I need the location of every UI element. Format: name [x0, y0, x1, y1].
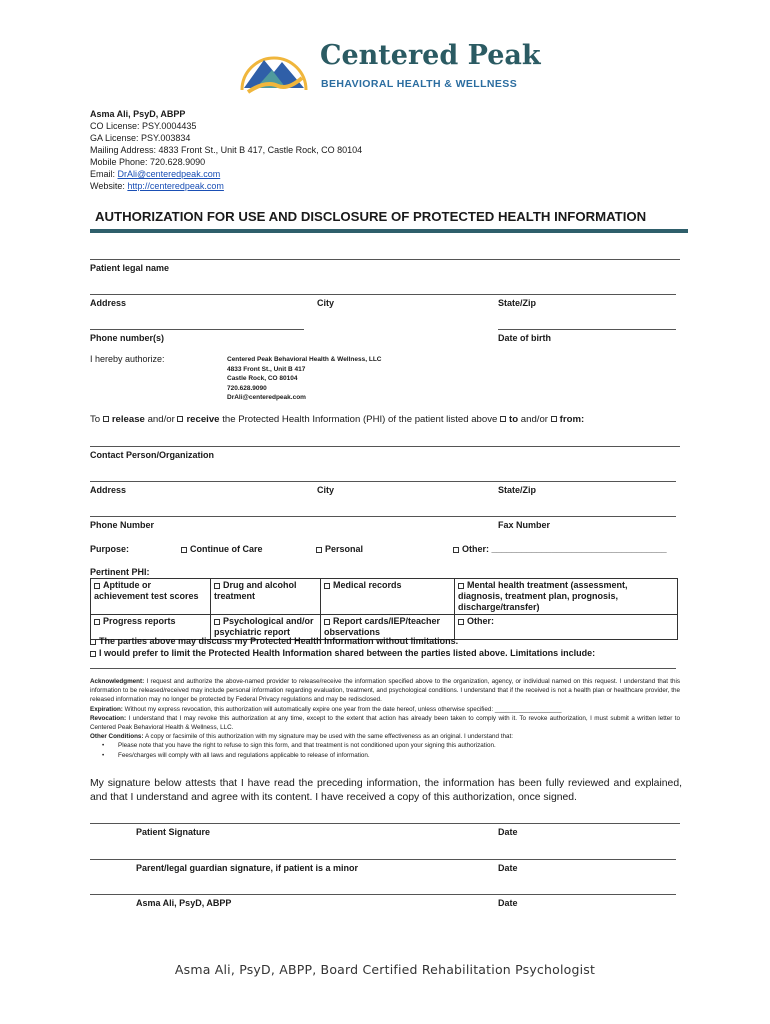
- share-limit-label: I would prefer to limit the Protected Health Information shared between the parties listed above. Limitations include:: [99, 648, 596, 658]
- email-link[interactable]: DrAli@centeredpeak.com: [117, 169, 221, 179]
- share-all-option[interactable]: [90, 636, 458, 646]
- phi-cell[interactable]: [211, 579, 321, 615]
- expiration-paragraph: [90, 705, 680, 714]
- personal-label: Personal: [325, 544, 364, 554]
- checkbox[interactable]: [458, 583, 464, 589]
- table-row: [91, 579, 678, 615]
- revocation-paragraph: [90, 714, 680, 732]
- date-label-2: Date: [498, 863, 518, 873]
- website-row: [90, 180, 362, 192]
- org-street: 4833 Front St., Unit B 417: [227, 365, 306, 373]
- checkbox[interactable]: [94, 619, 100, 625]
- personal-checkbox[interactable]: [316, 547, 322, 553]
- other-purpose-label: Other: ___________________________________: [462, 544, 667, 554]
- website-label: Website:: [90, 181, 128, 191]
- exp-text: Without my express revocation, this authorization will automatically expire one year from the date hereof, unless otherwise specified: ___________________: [124, 705, 562, 713]
- purpose-personal[interactable]: [316, 544, 363, 554]
- bullet-text: Fees/charges will comply with all laws and regulations applicable to release of information.: [118, 751, 370, 759]
- phi-option-label: Mental health treatment (assessment, diagnosis, treatment plan, prognosis, discharge/transfer): [458, 580, 628, 612]
- checkbox[interactable]: [214, 619, 220, 625]
- phi-option-label: Progress reports: [103, 616, 176, 626]
- bullet-item: [90, 751, 680, 760]
- checkbox[interactable]: [458, 619, 464, 625]
- provider-info: [90, 108, 362, 192]
- phi-cell[interactable]: [455, 579, 678, 615]
- rev-label: Revocation:: [90, 714, 127, 722]
- share-all-label: The parties above may discuss my Protected Health Information without limitations.: [99, 636, 459, 646]
- phi-table: [90, 578, 678, 640]
- bullet-icon: •: [102, 751, 105, 759]
- release-checkbox[interactable]: [103, 416, 109, 422]
- contact-address-label: Address: [90, 485, 127, 495]
- email-label: Email:: [90, 169, 118, 179]
- contact-city-label: City: [317, 485, 335, 495]
- ack-label: Acknowledgment:: [90, 678, 145, 685]
- purpose-label: Purpose:: [90, 544, 130, 554]
- to-text: To: [90, 414, 101, 425]
- bullet-text: Please note that you have the right to refuse to sign this form, and that treatment is not conditioned upon your signing this authorization.: [118, 742, 496, 750]
- bullet-icon: •: [102, 742, 105, 750]
- provider-name: Asma Ali, PsyD, ABPP: [90, 109, 186, 119]
- andor-text-2: and/or: [520, 414, 548, 425]
- co-license: CO License: PSY.0004435: [90, 121, 197, 131]
- state-zip-label: State/Zip: [498, 298, 537, 308]
- purpose-other[interactable]: [453, 544, 667, 554]
- date-of-birth-label: Date of birth: [498, 333, 551, 343]
- authorized-org: [227, 355, 382, 403]
- exp-label: Expiration:: [90, 705, 123, 713]
- other-conditions-paragraph: [90, 732, 680, 741]
- logo-tagline: BEHAVIORAL HEALTH & WELLNESS: [321, 78, 518, 90]
- receive-checkbox[interactable]: [177, 416, 183, 422]
- logo: [236, 40, 546, 98]
- email-row: [90, 168, 362, 180]
- phi-cell[interactable]: [91, 579, 211, 615]
- attestation-text: My signature below attests that I have read the preceding information, the information has been fully reviewed and explained, and that I understand and agree with its content. I have received a copy of this authorization, once signed.: [90, 778, 682, 803]
- provider-signature-label: Asma Ali, PsyD, ABPP: [136, 898, 232, 908]
- rev-text: I understand that I may revoke this authorization at any time, except to the extent that action has already been taken to comply with it. To revoke authorization, I must submit a written letter to Centered Peak Behavioral Health & Wellness, LLC.: [90, 714, 681, 732]
- address-label: Address: [90, 298, 127, 308]
- phi-cell[interactable]: [321, 579, 455, 615]
- release-label: release: [111, 414, 145, 425]
- from-checkbox[interactable]: [551, 416, 557, 422]
- checkbox[interactable]: [214, 583, 220, 589]
- website-link[interactable]: http://centeredpeak.com: [127, 181, 224, 191]
- fax-number-label: Fax Number: [498, 520, 551, 530]
- date-label-1: Date: [498, 827, 518, 837]
- ack-text: I request and authorize the above-named provider to release/receive the information specified above to the organization, agency, or individual named on this request. I understand that this information to be released/received may include personal information regarding evaluation, treatment, and psychological conditions. I understand that if the received is not a health plan or healthcare provider, the released information may no longer be protected by Federal Privacy regulations and may be redisclosed.: [90, 678, 680, 704]
- andor-text-1: and/or: [147, 414, 175, 425]
- patient-signature-label: Patient Signature: [136, 827, 211, 837]
- other-text: A copy or facsimile of this authorization with my signature may be used with the same effectiveness as an original. I understand that:: [144, 733, 514, 741]
- phi-cell[interactable]: [455, 615, 678, 640]
- phi-option-label: Report cards/IEP/teacher observations: [324, 616, 441, 637]
- from-label: from:: [559, 414, 585, 425]
- to-label: to: [509, 414, 519, 425]
- phone-number-label: Phone Number: [90, 520, 155, 530]
- patient-legal-name-label: Patient legal name: [90, 263, 170, 273]
- share-all-checkbox[interactable]: [90, 639, 96, 645]
- city-label: City: [317, 298, 335, 308]
- share-limit-option[interactable]: [90, 648, 595, 658]
- guardian-signature-label: Parent/legal guardian signature, if patient is a minor: [136, 863, 359, 873]
- other-label: Other Conditions:: [90, 733, 144, 741]
- authorize-label: I hereby authorize:: [90, 354, 165, 364]
- checkbox[interactable]: [94, 583, 100, 589]
- date-label-3: Date: [498, 898, 518, 908]
- page-footer: Asma Ali, PsyD, ABPP, Board Certified Rehabilitation Psychologist: [174, 962, 596, 977]
- phi-option-label: Psychological and/or psychiatric report: [214, 616, 314, 637]
- purpose-continue-of-care[interactable]: [181, 544, 263, 554]
- phi-option-label: Aptitude or achievement test scores: [94, 580, 199, 601]
- checkbox[interactable]: [324, 619, 330, 625]
- receive-label: receive: [186, 414, 220, 425]
- phi-option-label: Drug and alcohol treatment: [214, 580, 297, 601]
- title-divider: [90, 229, 688, 233]
- mailing-address: Mailing Address: 4833 Front St., Unit B 417, Castle Rock, CO 80104: [90, 145, 363, 155]
- to-checkbox[interactable]: [500, 416, 506, 422]
- bullet-item: [90, 741, 680, 750]
- continue-care-label: Continue of Care: [190, 544, 263, 554]
- share-limit-checkbox[interactable]: [90, 651, 96, 657]
- continue-care-checkbox[interactable]: [181, 547, 187, 553]
- acknowledgment-paragraph: [90, 677, 680, 705]
- release-receive-line: [90, 414, 584, 425]
- other-checkbox[interactable]: [453, 547, 459, 553]
- phone-numbers-label: Phone number(s): [90, 333, 165, 343]
- terms-text: [90, 677, 680, 760]
- pertinent-phi-label: Pertinent PHI:: [90, 567, 150, 577]
- mountain-logo-icon: [236, 40, 312, 98]
- org-phone: 720.628.9090: [227, 384, 267, 392]
- logo-name: Centered Peak: [320, 40, 541, 71]
- phi-option-label: Other:: [467, 616, 494, 626]
- phi-option-label: Medical records: [333, 580, 402, 590]
- checkbox[interactable]: [324, 583, 330, 589]
- org-email: DrAli@centeredpeak.com: [227, 394, 306, 402]
- mobile-phone: Mobile Phone: 720.628.9090: [90, 157, 206, 167]
- contact-state-zip-label: State/Zip: [498, 485, 537, 495]
- org-city: Castle Rock, CO 80104: [227, 375, 298, 383]
- form-title: AUTHORIZATION FOR USE AND DISCLOSURE OF PROTECTED HEALTH INFORMATION: [95, 209, 647, 224]
- org-name: Centered Peak Behavioral Health & Wellness, LLC: [227, 356, 382, 363]
- phi-description: the Protected Health Information (PHI) of the patient listed above: [222, 414, 498, 425]
- contact-person-label: Contact Person/Organization: [90, 450, 215, 460]
- ga-license: GA License: PSY.003834: [90, 133, 191, 143]
